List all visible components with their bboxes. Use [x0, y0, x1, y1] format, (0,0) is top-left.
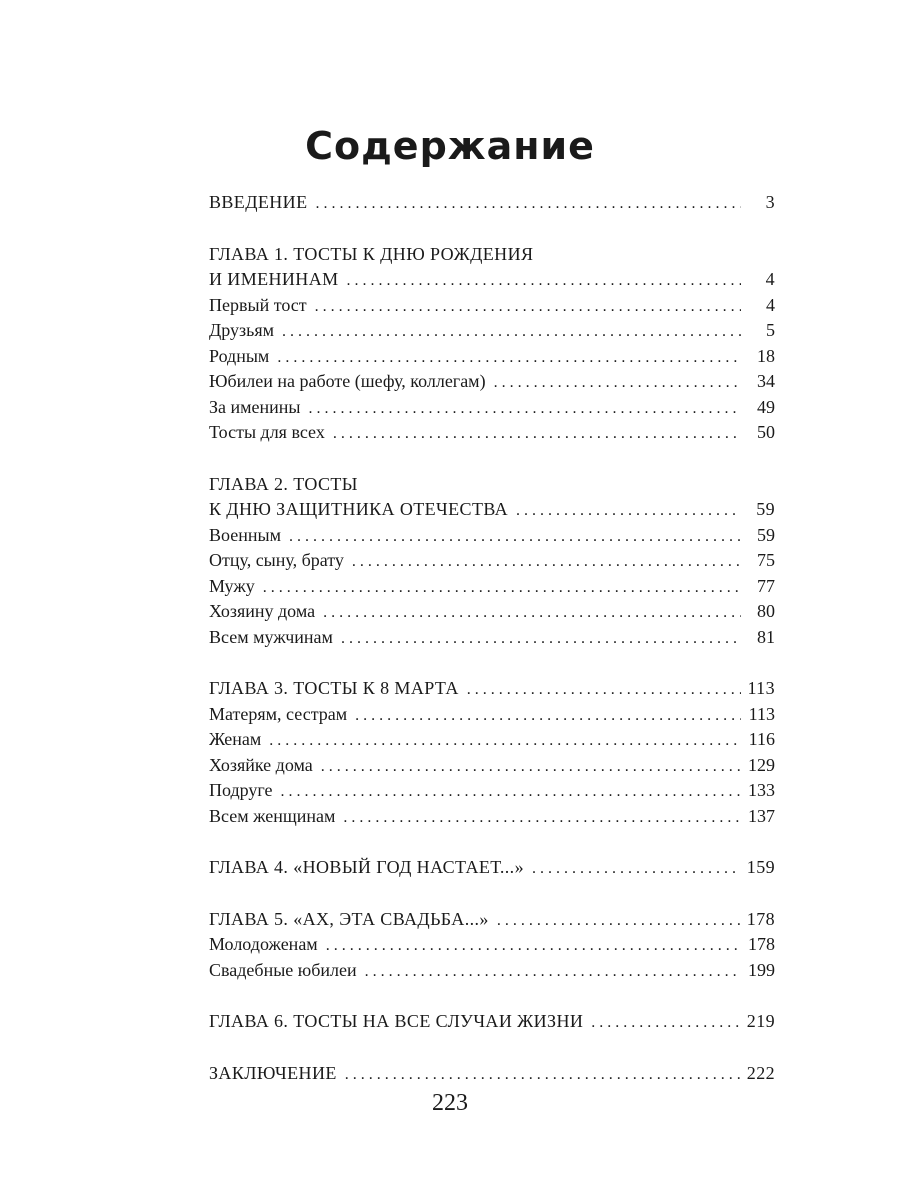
- dot-leader: [326, 933, 741, 959]
- dot-leader: [333, 421, 741, 447]
- toc-entry-page: 129: [748, 754, 775, 775]
- chapter-heading: ГЛАВА 2. ТОСТЫ: [209, 473, 358, 494]
- toc-entry[interactable]: [209, 702, 775, 728]
- toc-section: [209, 1009, 775, 1035]
- toc-entry[interactable]: [209, 293, 775, 319]
- dot-leader: [532, 856, 741, 882]
- toc-chapter-entry[interactable]: [209, 676, 775, 702]
- toc-section: [209, 472, 775, 651]
- dot-leader: [497, 908, 741, 934]
- toc-section: [209, 1061, 775, 1087]
- toc-entry[interactable]: [209, 395, 775, 421]
- toc-entry-page: 4: [766, 294, 775, 315]
- toc-entry-label: Мужу: [209, 575, 255, 596]
- dot-leader: [347, 268, 742, 294]
- dot-leader: [516, 498, 741, 524]
- toc-entry-page: 50: [757, 422, 775, 442]
- toc-entry-page: 4: [765, 269, 775, 289]
- toc-entry-label: Молодоженам: [209, 934, 318, 954]
- dot-leader: [309, 396, 741, 422]
- dot-leader: [263, 575, 741, 601]
- toc-entry[interactable]: [209, 318, 775, 344]
- toc-entry-page: 178: [748, 934, 775, 954]
- table-of-contents: [209, 190, 775, 1112]
- dot-leader: [281, 779, 741, 805]
- toc-entry-label: Всем мужчинам: [209, 626, 333, 647]
- toc-entry-page: 59: [756, 499, 775, 519]
- toc-chapter-entry[interactable]: [209, 1009, 775, 1035]
- dot-leader: [289, 524, 741, 550]
- page-title: Содержание: [305, 124, 595, 168]
- page-number: 223: [432, 1090, 468, 1116]
- toc-entry-label: Хозяину дома: [209, 601, 316, 621]
- toc-entry[interactable]: [209, 548, 775, 574]
- toc-entry[interactable]: [209, 958, 775, 984]
- toc-entry-label: За именины: [209, 396, 301, 417]
- dot-leader: [321, 754, 741, 780]
- toc-entry[interactable]: [209, 932, 775, 958]
- toc-entry-page: 219: [746, 1011, 775, 1031]
- dot-leader: [277, 345, 741, 371]
- toc-entry-page: 59: [757, 524, 775, 545]
- toc-entry-page: 81: [757, 626, 775, 647]
- toc-entry[interactable]: [209, 574, 775, 600]
- toc-entry-label: Тосты для всех: [209, 422, 325, 442]
- dot-leader: [343, 805, 741, 831]
- toc-entry-page: 49: [757, 396, 775, 417]
- toc-entry-page: 75: [757, 550, 775, 570]
- chapter-heading: ГЛАВА 1. ТОСТЫ К ДНЮ РОЖДЕНИЯ: [209, 243, 534, 264]
- toc-entry-label: Отцу, сыну, брату: [209, 550, 344, 570]
- toc-entry-page: 116: [748, 729, 775, 749]
- toc-entry-page: 113: [747, 678, 775, 698]
- toc-entry-page: 222: [746, 1062, 775, 1083]
- toc-entry-page: 159: [746, 857, 775, 877]
- toc-entry-page: 5: [766, 320, 775, 340]
- toc-entry-label: Первый тост: [209, 294, 307, 315]
- toc-entry-label: Женам: [209, 729, 262, 749]
- dot-leader: [345, 1062, 741, 1088]
- toc-entry-page: 113: [748, 703, 775, 724]
- dot-leader: [494, 370, 741, 396]
- toc-entry-label: Всем женщинам: [209, 805, 336, 826]
- toc-entry[interactable]: [209, 727, 775, 753]
- toc-entry-page: 34: [757, 371, 775, 391]
- toc-entry-page: 178: [746, 908, 775, 929]
- dot-leader: [315, 191, 741, 217]
- toc-section: [209, 676, 775, 829]
- toc-entry-page: 80: [757, 601, 775, 621]
- dot-leader: [269, 728, 741, 754]
- toc-entry-label: ГЛАВА 3. ТОСТЫ К 8 МАРТА: [209, 678, 459, 698]
- toc-entry[interactable]: [209, 625, 775, 651]
- toc-chapter-entry[interactable]: [209, 1061, 775, 1087]
- toc-entry[interactable]: [209, 369, 775, 395]
- toc-entry[interactable]: [209, 599, 775, 625]
- toc-section: [209, 907, 775, 984]
- toc-entry-label: И ИМЕНИНАМ: [209, 269, 339, 289]
- toc-entry-label: ГЛАВА 5. «АХ, ЭТА СВАДЬБА...»: [209, 908, 489, 929]
- toc-entry-label: ЗАКЛЮЧЕНИЕ: [209, 1062, 337, 1083]
- toc-chapter-entry[interactable]: [209, 907, 775, 933]
- toc-entry-label: ВВЕДЕНИЕ: [209, 192, 308, 212]
- dot-leader: [282, 319, 741, 345]
- toc-entry[interactable]: [209, 523, 775, 549]
- toc-entry[interactable]: [209, 804, 775, 830]
- dot-leader: [355, 703, 741, 729]
- toc-entry-label: К ДНЮ ЗАЩИТНИКА ОТЕЧЕСТВА: [209, 499, 509, 519]
- toc-entry-page: 137: [748, 805, 775, 826]
- toc-entry-label: Подруге: [209, 780, 273, 800]
- dot-leader: [323, 600, 741, 626]
- toc-section: [209, 190, 775, 216]
- dot-leader: [341, 626, 741, 652]
- toc-entry-label: Свадебные юбилеи: [209, 959, 357, 980]
- toc-entry[interactable]: [209, 420, 775, 446]
- toc-chapter-entry[interactable]: [209, 267, 775, 293]
- toc-entry-label: ГЛАВА 4. «НОВЫЙ ГОД НАСТАЕТ...»: [209, 857, 524, 877]
- toc-chapter-entry[interactable]: [209, 855, 775, 881]
- toc-entry-label: Друзьям: [209, 320, 275, 340]
- toc-entry-label: Матерям, сестрам: [209, 703, 348, 724]
- toc-entry-label: Военным: [209, 524, 281, 545]
- toc-entry-page: 133: [748, 780, 775, 800]
- toc-entry-page: 3: [765, 192, 775, 212]
- toc-entry-label: Родным: [209, 345, 270, 366]
- dot-leader: [315, 294, 741, 320]
- toc-entry-page: 77: [757, 575, 775, 596]
- toc-chapter-entry[interactable]: [209, 190, 775, 216]
- toc-entry[interactable]: [209, 778, 775, 804]
- toc-entry-label: Юбилеи на работе (шефу, коллегам): [209, 371, 486, 391]
- toc-entry-label: ГЛАВА 6. ТОСТЫ НА ВСЕ СЛУЧАИ ЖИЗНИ: [209, 1011, 584, 1031]
- toc-entry-page: 18: [757, 345, 775, 366]
- toc-entry[interactable]: [209, 344, 775, 370]
- toc-section: [209, 242, 775, 446]
- dot-leader: [352, 549, 741, 575]
- toc-entry-label: Хозяйке дома: [209, 754, 313, 775]
- dot-leader: [467, 677, 741, 703]
- toc-entry[interactable]: [209, 753, 775, 779]
- dot-leader: [591, 1010, 741, 1036]
- toc-section: [209, 855, 775, 881]
- toc-entry-page: 199: [748, 959, 775, 980]
- dot-leader: [365, 959, 741, 985]
- toc-chapter-entry[interactable]: [209, 497, 775, 523]
